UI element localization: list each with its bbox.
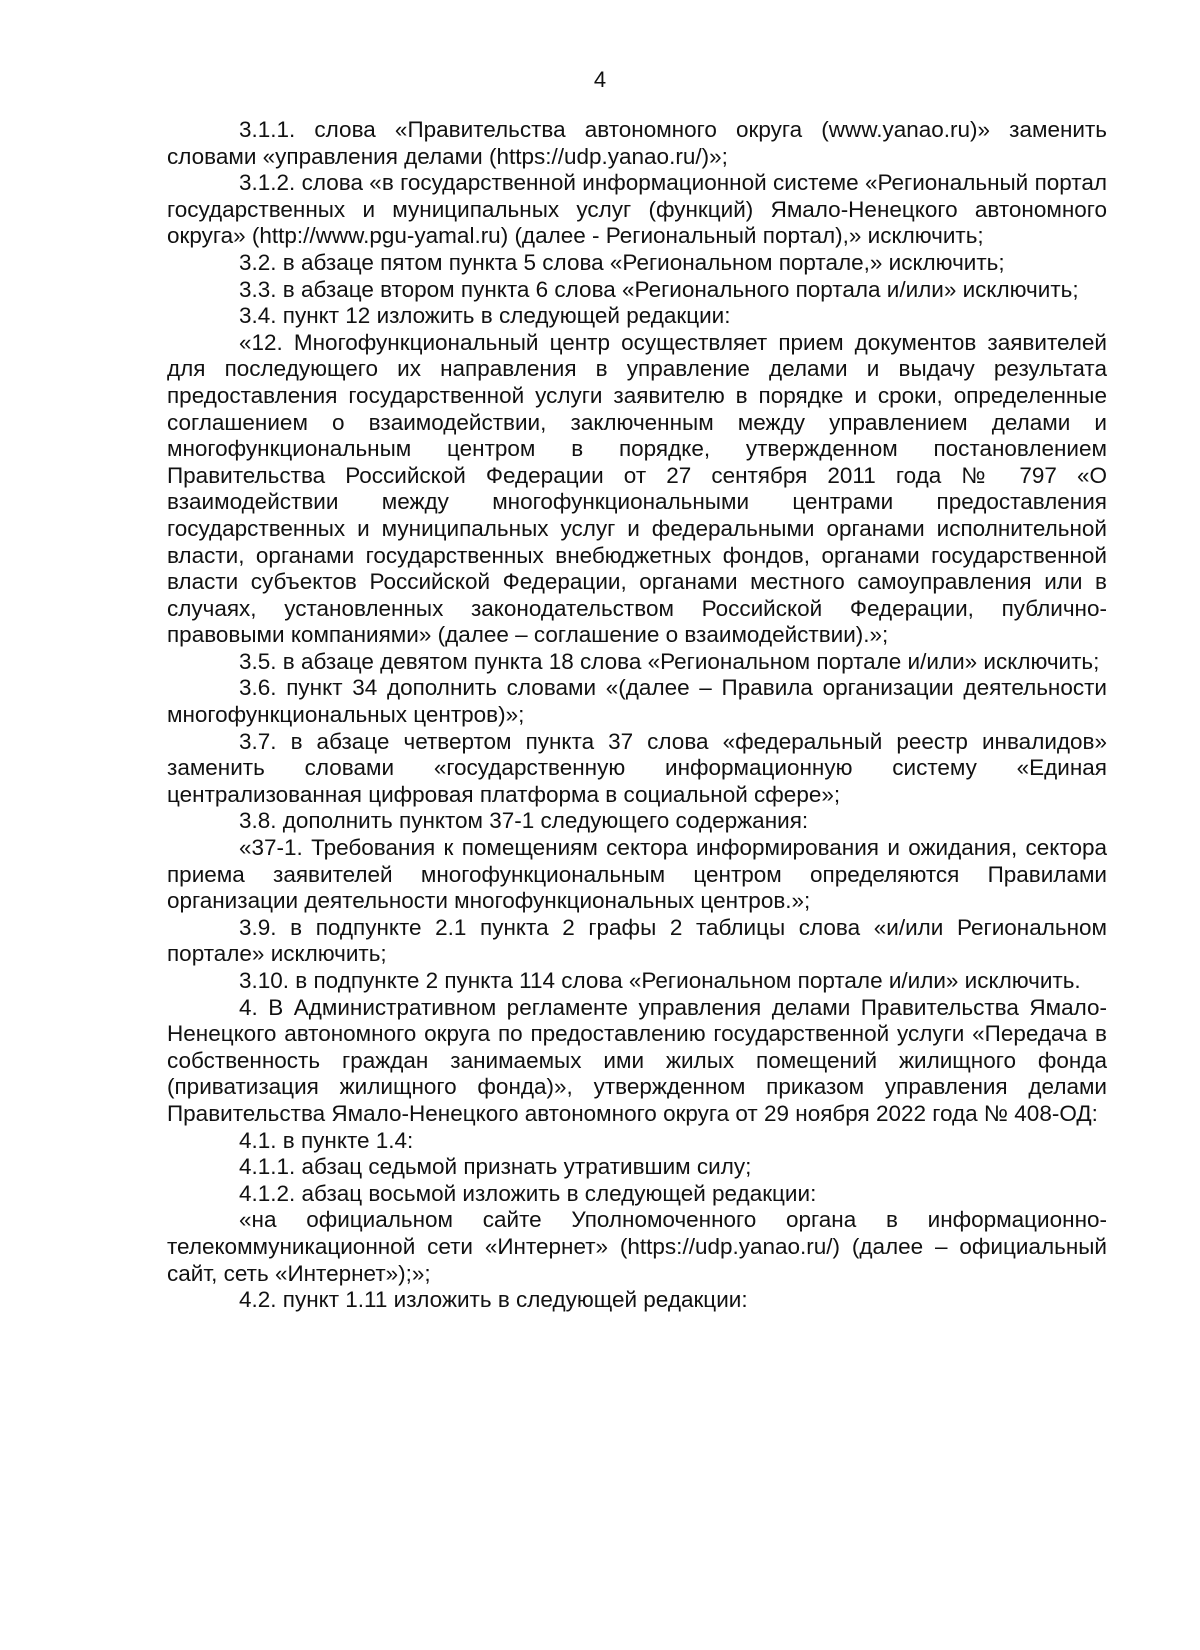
paragraph-3-8-text: «37-1. Требования к помещениям сектора информирования и ожидания, сектора приема заявителей многофункциональным центром определяются Правилами организации деятельности многофункциональных центров.»;	[167, 835, 1107, 914]
paragraph-3-1-2: 3.1.2. слова «в государственной информационной системе «Региональный портал государственных и муниципальных услуг (функций) Ямало-Ненецкого автономного округа» (http://www.pgu-yamal.ru) (далее - Региональный портал),» исключить;	[167, 170, 1107, 249]
paragraph-3-4-text: «12. Многофункциональный центр осуществляет прием документов заявителей для последующего их направления в управление делами и выдачу результата предоставления государственной услуги заявителю в порядке и сроки, определенные соглашением о взаимодействии, заключенным между управлением делами и многофункциональным центром в порядке, утвержденном постановлением Правительства Российской Федерации от 27 сентября 2011 года № 797 «О взаимодействии между многофункциональными центрами предоставления государственных и муниципальных услуг и федеральными органами исполнительной власти, органами государственных внебюджетных фондов, органами государственной власти субъектов Российской Федерации, органами местного самоуправления или в случаях, установленных законодательством Российской Федерации, публично-правовыми компаниями» (далее – соглашение о взаимодействии).»;	[167, 329, 1107, 648]
paragraph-3-5: 3.5. в абзаце девятом пункта 18 слова «Региональном портале и/или» исключить;	[239, 648, 1100, 674]
paragraph-4-1-1: 4.1.1. абзац седьмой признать утратившим силу;	[239, 1154, 752, 1180]
paragraph-3-2: 3.2. в абзаце пятом пункта 5 слова «Региональном портале,» исключить;	[239, 249, 1005, 275]
paragraph-3-10: 3.10. в подпункте 2 пункта 114 слова «Региональном портале и/или» исключить.	[239, 968, 1081, 993]
paragraph-3-9: 3.9. в подпункте 2.1 пункта 2 графы 2 таблицы слова «и/или Региональном портале» исключить;	[167, 914, 1107, 967]
paragraph-4-2: 4.2. пункт 1.11 изложить в следующей редакции:	[239, 1287, 748, 1313]
paragraph-4: 4. В Административном регламенте управления делами Правительства Ямало-Ненецкого автономного округа по предоставлению государственной услуги «Передача в собственность граждан занимаемых ими жилых помещений жилищного фонда (приватизация жилищного фонда)», утвержденном приказом управления делами Правительства Ямало-Ненецкого автономного округа от 29 ноября 2022 года № 408-ОД:	[167, 994, 1107, 1126]
paragraph-3-3: 3.3. в абзаце втором пункта 6 слова «Регионального портала и/или» исключить;	[239, 276, 1079, 302]
paragraph-3-8: 3.8. дополнить пунктом 37-1 следующего содержания:	[239, 808, 809, 834]
page-number: 4	[593, 67, 607, 92]
paragraph-3-7: 3.7. в абзаце четвертом пункта 37 слова «федеральный реестр инвалидов» заменить словами «государственную информационную систему «Единая централизованная цифровая платформа в социальной сфере»;	[167, 728, 1107, 807]
paragraph-3-1-1: 3.1.1. слова «Правительства автономного округа (www.yanao.ru)» заменить словами «управления делами (https://udp.yanao.ru/)»;	[167, 117, 1107, 169]
paragraph-4-1-2: 4.1.2. абзац восьмой изложить в следующей редакции:	[239, 1180, 817, 1206]
paragraph-3-4: 3.4. пункт 12 изложить в следующей редакции:	[239, 303, 731, 329]
paragraph-4-1: 4.1. в пункте 1.4:	[239, 1127, 414, 1153]
document-body	[167, 117, 1107, 1314]
paragraph-3-6: 3.6. пункт 34 дополнить словами «(далее – Правила организации деятельности многофункциональных центров)»;	[167, 675, 1107, 728]
paragraph-4-1-2-text: «на официальном сайте Уполномоченного органа в информационно-телекоммуникационной сети «Интернет» (https://udp.yanao.ru/) (далее – официальный сайт, сеть «Интернет»);»;	[167, 1207, 1107, 1286]
